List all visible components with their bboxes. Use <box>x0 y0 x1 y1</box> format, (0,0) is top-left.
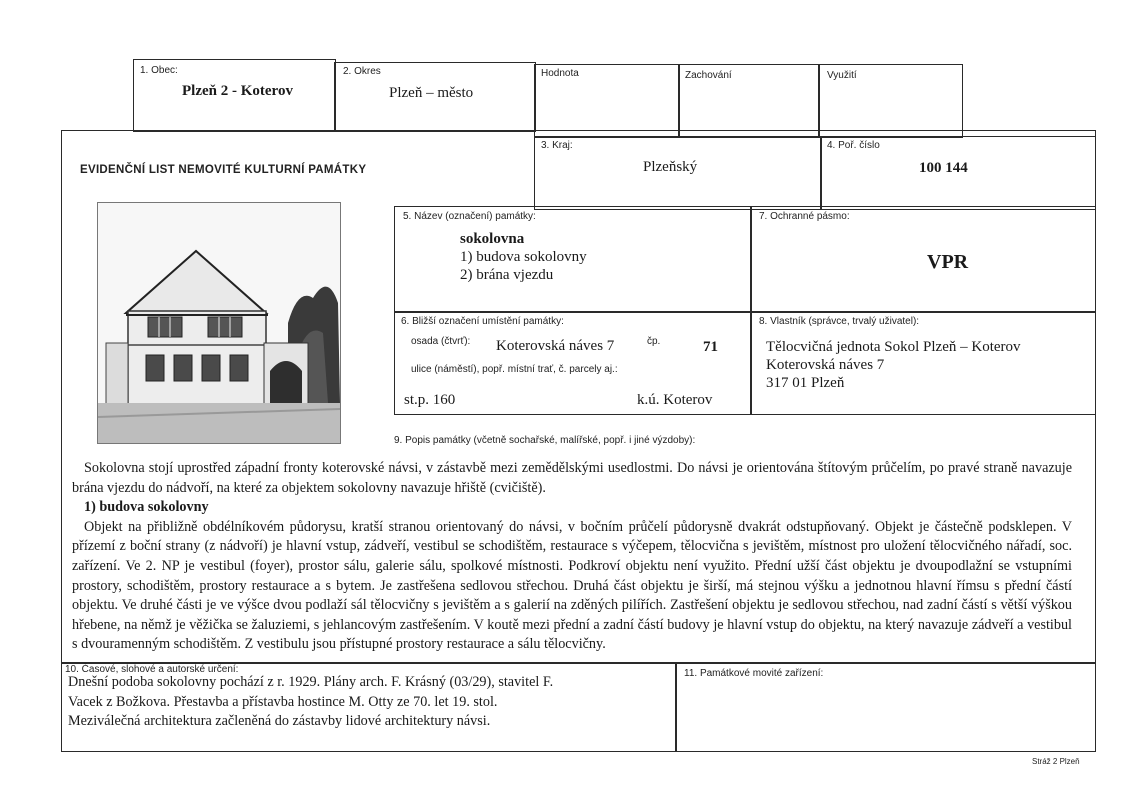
field-popis-label: 9. Popis památky (včetně sochařské, malířské, popř. i jiné výzdoby): <box>394 435 696 446</box>
field-nazev-item-2: 2) brána vjezdu <box>460 267 554 283</box>
field-casove-urceni-label: 10. Časové, slohové a autorské určení: <box>65 664 239 675</box>
field-vlastnik-line-2: Koterovská náves 7 <box>766 357 885 373</box>
building-photo <box>97 202 341 444</box>
field-okres-value: Plzeň – město <box>389 85 474 101</box>
field-zachovani-label: Zachování <box>685 70 732 81</box>
field-okres-label: 2. Okres <box>343 66 381 77</box>
field-ochranne-pasmo-box <box>750 206 1096 313</box>
field-por-cislo-label: 4. Poř. číslo <box>827 140 880 151</box>
field-kraj-value: Plzeňský <box>643 159 698 175</box>
field-parcel-value: st.p. 160 <box>404 392 456 408</box>
field-obec-value: Plzeň 2 - Koterov <box>182 83 293 99</box>
field-obec-box <box>133 59 336 132</box>
field-vlastnik-box <box>750 311 1096 415</box>
field-nazev-item-1: 1) budova sokolovny <box>460 249 587 265</box>
field-vlastnik-label: 8. Vlastník (správce, trvalý uživatel): <box>759 316 920 327</box>
field-vyuziti-box <box>818 64 963 138</box>
field-kraj-box <box>534 136 822 210</box>
field-ulice-label: ulice (náměstí), popř. místní trať, č. parcely aj.: <box>411 364 618 375</box>
field-umisteni-label: 6. Bližší označení umístění památky: <box>401 316 564 327</box>
field-popis-text <box>72 459 1072 655</box>
field-por-cislo-box <box>820 136 1096 210</box>
field-vyuziti-label: Využití <box>827 70 857 81</box>
field-vlastnik-line-1: Tělocvičná jednota Sokol Plzeň – Koterov <box>766 339 1021 355</box>
field-kraj-label: 3. Kraj: <box>541 140 573 151</box>
field-zachovani-box <box>678 64 820 138</box>
field-nazev-box <box>394 206 752 313</box>
field-movite-zarizeni-box <box>675 662 1096 752</box>
field-osada-value: Koterovská náves 7 <box>496 338 615 354</box>
field-nazev-name: sokolovna <box>460 231 525 247</box>
field-hodnota-label: Hodnota <box>541 68 579 79</box>
field-ku-value: k.ú. Koterov <box>637 392 713 408</box>
field-movite-zarizeni-label: 11. Památkové movité zařízení: <box>684 668 824 679</box>
building-photo-graphic <box>98 203 340 443</box>
field-casove-urceni-line-3: Meziválečná architektura začleněná do zástavby lidové architektury návsi. <box>68 713 491 729</box>
field-nazev-label: 5. Název (označení) památky: <box>403 211 536 222</box>
field-casove-urceni-line-1: Dnešní podoba sokolovny pochází z r. 1929. Plány arch. F. Krásný (03/29), stavitel F. <box>68 674 554 690</box>
field-osada-label: osada (čtvrť): <box>411 336 471 347</box>
field-ochranne-pasmo-value: VPR <box>927 251 969 273</box>
field-hodnota-box <box>534 64 680 138</box>
field-umisteni-box <box>394 311 752 415</box>
field-cp-label: čp. <box>647 336 661 347</box>
field-ochranne-pasmo-label: 7. Ochranné pásmo: <box>759 211 850 222</box>
popis-sub-heading: 1) budova sokolovny <box>84 499 209 516</box>
field-casove-urceni-box <box>61 662 677 752</box>
footer-mark: Stráž 2 Plzeň <box>1032 757 1080 766</box>
field-por-cislo-value: 100 144 <box>919 160 968 176</box>
field-okres-box <box>334 62 536 132</box>
form-title: EVIDENČNÍ LIST NEMOVITÉ KULTURNÍ PAMÁTKY <box>80 164 367 176</box>
popis-body: Objekt na přibližně obdélníkovém půdorysu, kratší stranou orientovaný do návsi, v bočním průčelí půdorysně dvakrát odstupňovaný. Objekt je částečně podsklepen. V přízemí z boční strany (z nádvoří) je hlavní vstup, zádveří, vestibul se schodištěm, restaurace s výčepem, tělocvična s jevištěm, místnost pro uložení tělocvičného nářadí, soc. zařízení. Ve 2. NP je vestibul (foyer), prostor sálu, galerie sálu, spolkové místnosti. Podkroví objektu není využito. Přední užší část objektu je dvoupodlažní se vstupními prostory, schodištěm, prostory restaurace a s bytem. Je zastřešena sedlovou střechou. Druhá část objektu je širší, má stejnou výšku a jednotnou hlavní římsu s přední částí objektu. Ve druhé části je ve výšce dvou podlaží sál tělocvičny s jevištěm a s galerií na zděných pilířích. Zastřešení objektu je sedlovou střechou, nad zadní částí s větší výškou hřebene, na němž je věžička se žaluziemi, s jehlancovým zastřešením. V koutě mezi přední a zadní částí budovy je hlavní vstup do objektu, na který navazuje zádveří a vestibul s dvouramenným schodištěm. Z vestibulu jsou přístupné prostory restaurace a sálu tělocvičny. <box>72 518 1072 653</box>
field-cp-value: 71 <box>703 339 718 355</box>
field-vlastnik-line-3: 317 01 Plzeň <box>766 375 845 391</box>
field-casove-urceni-line-2: Vacek z Božkova. Přestavba a přístavba hostince M. Otty ze 70. let 19. stol. <box>68 694 498 710</box>
popis-intro: Sokolovna stojí uprostřed západní fronty koterovské návsi, v zástavbě mezi zemědělskými usedlostmi. Do návsi je orientována štítovým průčelím, po pravé straně navazuje brána vjezdu do nádvoří, na které za objektem sokolovny navazuje hřiště (cvičiště). <box>72 460 1072 496</box>
field-obec-label: 1. Obec: <box>140 65 178 76</box>
